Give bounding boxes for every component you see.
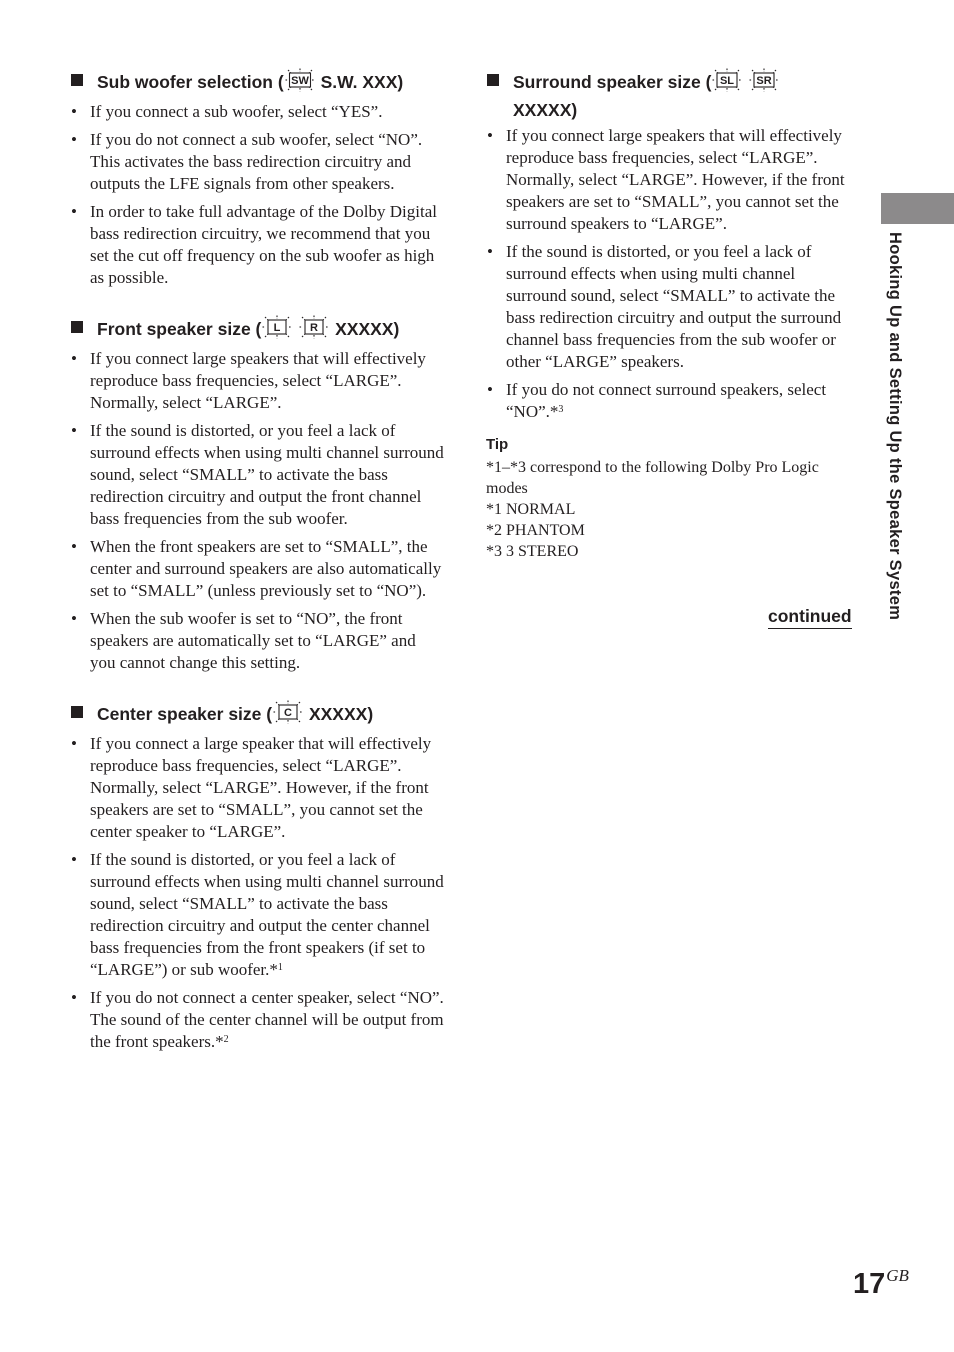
page-number: $17^{GB}$ <box>853 1266 909 1300</box>
svg-text:C: C <box>284 707 293 720</box>
continued-label: continued <box>768 604 852 629</box>
svg-text:L: L <box>274 322 281 335</box>
list-item: • If you connect large speakers that will effectively reproduce bass frequencies, select “LARGE”. Normally, select “LARGE”. However, if the front speakers are set to “SMALL”, you cannot set the surround speakers to “LARGE”. <box>487 126 845 233</box>
footnote-marker: 2 <box>223 1034 229 1045</box>
tip-intro: *1–*3 correspond to the following Dolby Pro Logic modes <box>486 459 819 497</box>
list-item: • If you do not connect surround speakers, select “NO”.*$^3$ <box>487 380 827 421</box>
section-heading-front-speaker: Front speaker size ( L R XXXXX) <box>70 315 445 345</box>
section-heading-surround-speaker: Surround speaker size ( SL SR XXXXX) <box>486 68 858 122</box>
list-item: • If the sound is distorted, or you feel a lack of surround effects when using multi channel surround sound, select “SMALL” to activate the bass redirection circuitry and output the center channel bass frequencies from the front speakers (if set to “LARGE”) or sub woofer.*$^1$ <box>71 850 444 979</box>
svg-text:SR: SR <box>756 75 772 88</box>
list-item: • If the sound is distorted, or you feel a lack of surround effects when using multi channel surround sound, select “SMALL” to activate the bass redirection circuitry and output the surround channel bass frequencies from the sub woofer or other “LARGE” speakers. <box>487 242 842 371</box>
page-suffix: GB <box>886 1266 909 1285</box>
tip-heading: Tip <box>486 436 509 453</box>
front-speaker-bullet-list <box>70 348 445 674</box>
surround-right-speaker-icon <box>749 68 779 98</box>
tip-body <box>486 457 858 562</box>
tip-item: *3 3 STEREO <box>486 543 579 560</box>
surround-speaker-bullet-list <box>486 125 858 423</box>
footnote-marker: 3 <box>558 404 564 415</box>
tip-item: *1 NORMAL <box>486 501 576 518</box>
left-speaker-icon <box>262 315 292 345</box>
section-square-icon <box>71 74 83 86</box>
sub-woofer-bullet-list <box>70 101 445 289</box>
tip-item: *2 PHANTOM <box>486 522 585 539</box>
section-heading-center-speaker: Center speaker size ( C XXXXX) <box>70 700 445 730</box>
sw-speaker-icon <box>285 68 315 98</box>
list-item: • If you do not connect a center speaker, select “NO”. The sound of the center channel will be output from the front speakers.*$^2$ <box>71 988 444 1051</box>
left-column <box>70 68 445 1059</box>
list-item: • When the front speakers are set to “SMALL”, the center and surround speakers are also automatically set to “SMALL” (unless previously set to “NO”). <box>71 537 442 600</box>
list-item: • If you do not connect a sub woofer, select “NO”. This activates the bass redirection circuitry and outputs the LFE signals from other speakers. <box>71 130 423 193</box>
list-item: • In order to take full advantage of the Dolby Digital bass redirection circuitry, we recommend that you set the cut off frequency on the sub woofer as high as possible. <box>71 202 437 287</box>
svg-text:SL: SL <box>720 75 735 88</box>
section-heading-sub-woofer: Sub woofer selection ( SW S.W. XXX) <box>70 68 445 98</box>
list-item: • If you connect a large speaker that will effectively reproduce bass frequencies, select “LARGE”. Normally, select “LARGE”. However, if the front speakers are set to “SMALL”, you cannot set the center speaker to “LARGE”. <box>71 734 432 841</box>
center-speaker-bullet-list <box>70 733 445 1053</box>
footnote-marker: 1 <box>277 962 283 973</box>
section-square-icon <box>71 706 83 718</box>
surround-left-speaker-icon <box>712 68 742 98</box>
list-item: • If the sound is distorted, or you feel a lack of surround effects when using multi channel surround sound, select “SMALL” to activate the bass redirection circuitry and output the front channel bass frequencies from the sub woofer. <box>71 421 444 528</box>
svg-text:R: R <box>310 322 319 335</box>
section-square-icon <box>487 74 499 86</box>
list-item: • If you connect large speakers that will effectively reproduce bass frequencies, select “LARGE”. Normally, select “LARGE”. <box>71 349 426 412</box>
section-square-icon <box>71 321 83 333</box>
chapter-side-tab <box>881 193 954 224</box>
center-speaker-icon <box>273 700 303 730</box>
list-item: • When the sub woofer is set to “NO”, the front speakers are automatically set to “LARGE” and you cannot change this setting. <box>71 609 416 672</box>
list-item: • If you connect a sub woofer, select “YES”. <box>71 102 383 121</box>
chapter-side-title: Hooking Up and Setting Up the Speaker System <box>886 232 904 621</box>
svg-text:SW: SW <box>290 75 309 88</box>
right-speaker-icon <box>299 315 329 345</box>
right-column <box>486 68 858 562</box>
